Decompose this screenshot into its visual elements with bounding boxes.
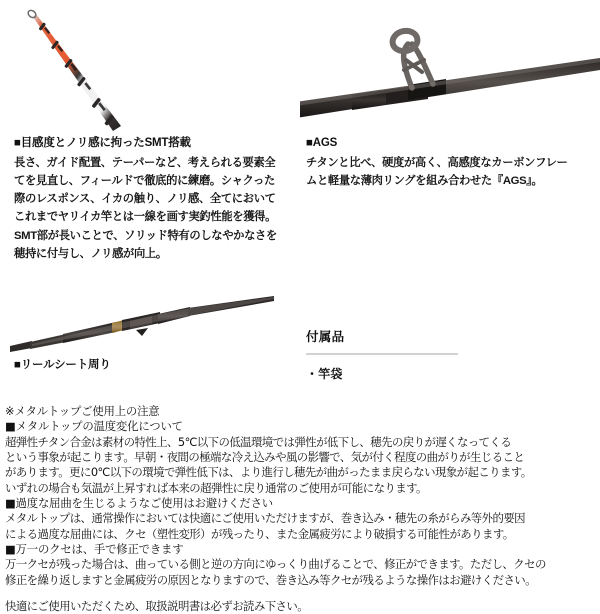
feature-heading-smt: ■目感度とノリ感に拘ったSMT搭載 — [14, 137, 191, 149]
notice-line-subhead: ■メタルトップの温度変化について — [5, 419, 183, 434]
notice-line-closing: 快適にご使用いただくため、取扱説明書は必ずお読み下さい。 — [5, 598, 309, 613]
feature-line: 際のレスポンス、イカの触り、ノリ感、全てにおいて — [14, 193, 276, 206]
feature-block-smt — [14, 136, 300, 263]
notice-line-subhead: ■過度な屈曲を生じるようなご使用はお避けください — [5, 495, 273, 510]
notice-line: 超弾性チタン合金は素材の特性上、5℃以下の低温環境では弾性が低下し、穂先の戻りが遅くなってくる — [5, 434, 512, 449]
notice-line: による過度な屈曲には、クセ（塑性変形）が残ったり、また金属疲労により破損する可能性があります。 — [5, 526, 514, 541]
accessories-section — [306, 327, 596, 382]
feature-line: チタンと比べ、硬度が高く、高感度なカーボンフレー — [306, 156, 568, 169]
accessories-divider — [306, 353, 458, 355]
feature-line: ムと軽量な薄肉リングを組み合わせた『AGS』。 — [306, 174, 543, 187]
feature-line: てを見直し、フィールドで徹底的に練磨。シャクった — [14, 174, 275, 187]
notice-line-title: ※メタルトップご使用上の注意 — [5, 404, 160, 418]
feature-line: これまでヤリイカ竿とは一線を画す実釣性能を獲得。 — [14, 211, 277, 224]
product-photo-ags-guide — [300, 14, 600, 134]
feature-heading-reelseat: ■リールシート周り — [14, 359, 111, 371]
smt-tip-illustration — [0, 0, 300, 132]
feature-body-smt — [14, 154, 300, 264]
notice-line: があります。更に0℃以下の環境で弾性低下は、より進行し穂先が曲がったまま戻らない現象が起こります。 — [5, 465, 532, 480]
feature-line: 穂持に付与し、ノリ感が向上。 — [14, 248, 167, 260]
feature-heading-ags: ■AGS — [306, 137, 338, 149]
notice-line: いずれの場合も気温が上昇すれば本来の超弾性に戻り通常のご使用が可能になります。 — [5, 480, 427, 495]
feature-body-ags — [306, 154, 596, 191]
notice-line: メタルトップは、通常操作においては快適にご使用いただけますが、巻き込み・穂先の糸がらみ等外的要因 — [5, 511, 526, 526]
accessories-title: 付属品 — [306, 330, 345, 344]
feature-block-ags — [306, 136, 596, 190]
notice-spacer — [5, 588, 597, 599]
notice-line: 修正を繰り返しますと金属疲労の原因となりますので、巻き込み等クセが残るような操作はお避けください。 — [5, 572, 536, 587]
accessories-item: ・竿袋 — [306, 367, 343, 381]
feature-line: 長さ、ガイド配置、テーパーなど、考えられる要素全 — [14, 156, 276, 169]
notice-line: という事象が起こります。早朝・夜間の極端な冷え込みや風の影響で、気が付く程度の曲がりが生じること — [5, 449, 525, 464]
product-photo-reel-seat — [8, 296, 278, 358]
metal-top-notice — [5, 404, 597, 614]
notice-line: 万一クセが残った場合は、曲っている側と逆の方向にゆっくり曲げることで、修正ができます。ただし、クセの — [5, 557, 546, 572]
feature-block-reelseat — [14, 358, 300, 376]
product-photo-smt-tip — [0, 0, 300, 132]
reel-seat-illustration — [8, 296, 278, 358]
feature-line: SMT部が長いことで、ソリッド特有のしなやかなさを — [14, 229, 277, 242]
ags-guide-illustration — [300, 14, 600, 134]
notice-line-subhead: ■万一のクセは、手で修正できます — [5, 541, 184, 556]
